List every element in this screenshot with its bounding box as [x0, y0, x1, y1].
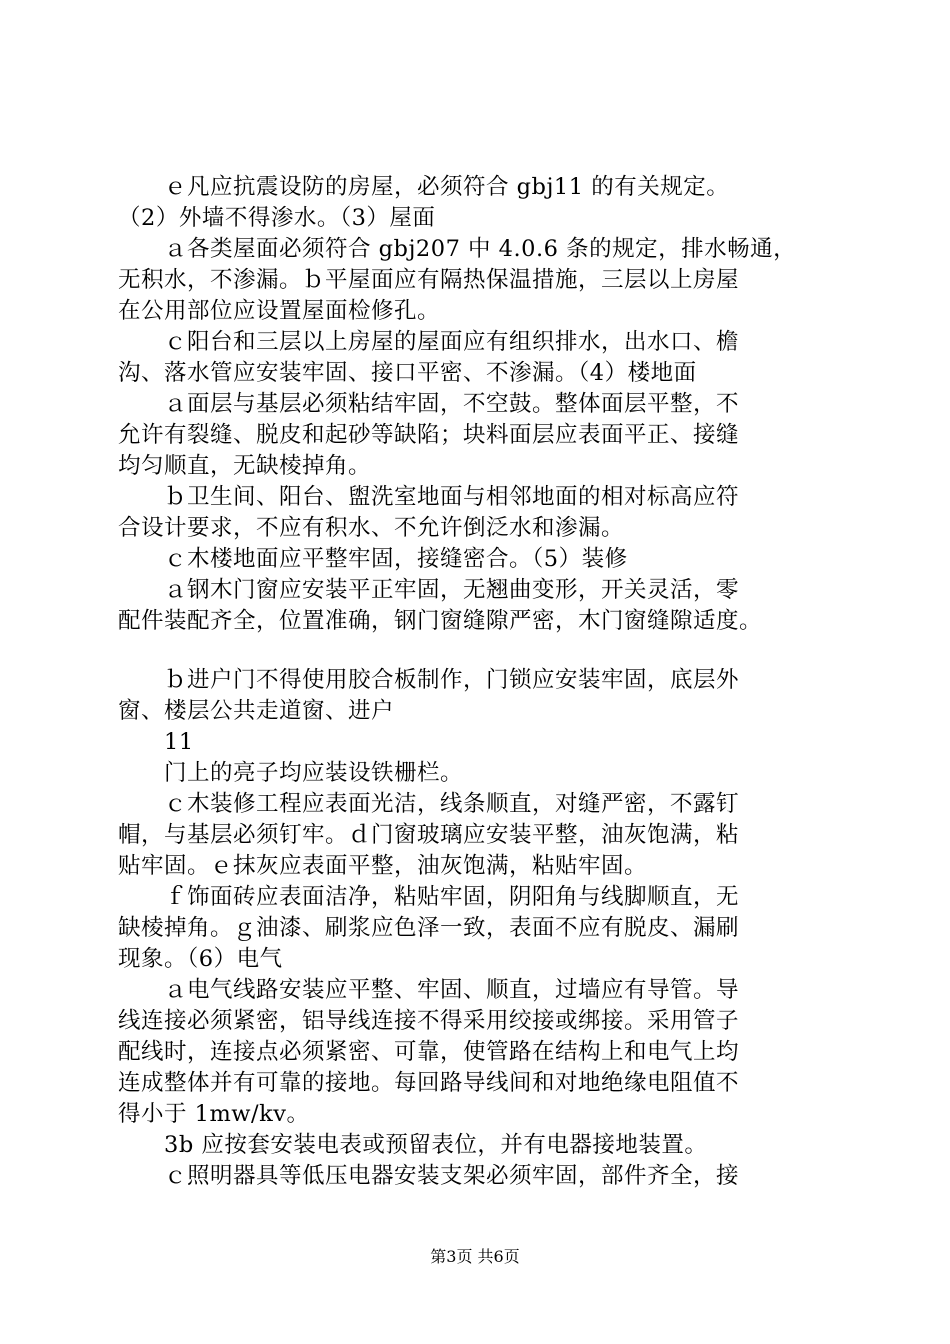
text-line: 得小于 1mw/kv。 — [118, 1101, 310, 1127]
text-line: ａ各类屋面必须符合 gbj207 中 4.0.6 条的规定，排水畅通， — [118, 236, 797, 262]
text-line: 帽，与基层必须钉牢。ｄ门窗玻璃应安装平整，油灰饱满，粘 — [118, 822, 740, 848]
text-line: 允许有裂缝、脱皮和起砂等缺陷；块料面层应表面平正、接缝 — [118, 422, 740, 448]
text-line: 11 — [118, 729, 194, 755]
text-line: 现象。（6）电气 — [118, 946, 283, 972]
text-line: 3b 应按套安装电表或预留表位，并有电器接地装置。 — [118, 1132, 708, 1158]
text-line: ｃ阳台和三层以上房屋的屋面应有组织排水，出水口、檐 — [118, 329, 740, 355]
text-line: 连成整体并有可靠的接地。每回路导线间和对地绝缘电阻值不 — [118, 1070, 740, 1096]
text-line: 沟、落水管应安装牢固、接口平密、不渗漏。（4）楼地面 — [118, 360, 697, 386]
text-line: ｃ木楼地面应平整牢固，接缝密合。（5）装修 — [118, 546, 628, 572]
text-line: ｂ卫生间、阳台、盥洗室地面与相邻地面的相对标高应符 — [118, 484, 740, 510]
text-line: ｃ照明器具等低压电器安装支架必须牢固，部件齐全，接 — [118, 1163, 740, 1189]
text-line: 贴牢固。ｅ抹灰应表面平整，油灰饱满，粘贴牢固。 — [118, 853, 648, 879]
text-line: 无积水，不渗漏。ｂ平屋面应有隔热保温措施，三层以上房屋 — [118, 267, 740, 293]
text-line: （2）外墙不得渗水。（3）屋面 — [118, 205, 436, 231]
text-line: ｂ进户门不得使用胶合板制作，门锁应安装牢固，底层外 — [118, 667, 740, 693]
text-line: ｅ凡应抗震设防的房屋，必须符合 gbj11 的有关规定。 — [118, 174, 730, 200]
text-line: 门上的亮子均应装设铁栅栏。 — [118, 760, 464, 786]
text-line: 缺棱掉角。ｇ油漆、刷浆应色泽一致，表面不应有脱皮、漏刷 — [118, 915, 740, 941]
text-line: ａ电气线路安装应平整、牢固、顺直，过墙应有导管。导 — [118, 977, 740, 1003]
text-line: 窗、楼层公共走道窗、进户 — [118, 698, 395, 724]
text-line: ｃ木装修工程应表面光洁，线条顺直，对缝严密，不露钉 — [118, 791, 740, 817]
page-footer: 第3页 共6页 — [430, 1247, 520, 1266]
text-line: 配件装配齐全，位置准确，钢门窗缝隙严密，木门窗缝隙适度。 — [118, 608, 763, 634]
text-line: 在公用部位应设置屋面检修孔。 — [118, 298, 441, 324]
text-line: ａ钢木门窗应安装平正牢固，无翘曲变形，开关灵活，零 — [118, 577, 740, 603]
document-body — [118, 172, 858, 1192]
text-line: 均匀顺直，无缺棱掉角。 — [118, 453, 372, 479]
text-line: 合设计要求，不应有积水、不允许倒泛水和渗漏。 — [118, 515, 625, 541]
text-line: ｆ饰面砖应表面洁净，粘贴牢固，阴阳角与线脚顺直，无 — [118, 884, 740, 910]
text-line: 配线时，连接点必须紧密、可靠，使管路在结构上和电气上均 — [118, 1039, 740, 1065]
text-line: 线连接必须紧密，铝导线连接不得采用绞接或绑接。采用管子 — [118, 1008, 740, 1034]
paragraph-gap — [118, 637, 858, 665]
text-line: ａ面层与基层必须粘结牢固，不空鼓。整体面层平整，不 — [118, 391, 740, 417]
